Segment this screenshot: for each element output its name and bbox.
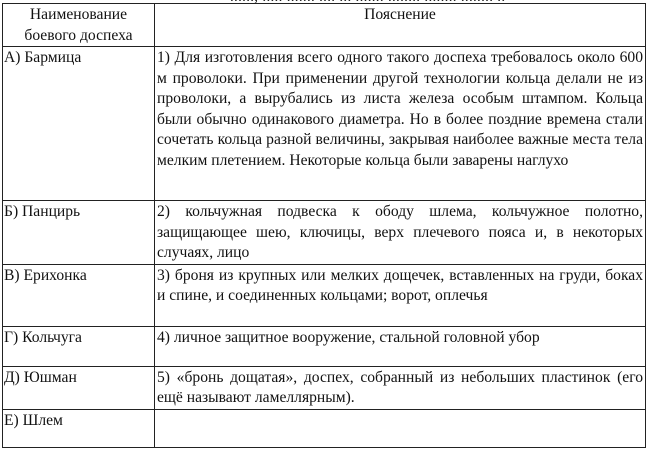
table-row: [3, 409, 646, 447]
armor-name-cell: Б) Панцирь: [3, 201, 155, 265]
table-header-row: [3, 4, 646, 47]
header-explanation: Пояснение: [155, 4, 646, 47]
header-armor-name-line1: Наименование: [29, 6, 128, 23]
explanation-cell: 4) личное защитное вооружение, стальной головной убор: [155, 326, 646, 366]
armor-matching-table: [2, 3, 646, 448]
armor-name-cell: Г) Кольчуга: [3, 326, 155, 366]
header-armor-name: [3, 4, 155, 47]
explanation-cell: 3) броня из крупных или мелких дощечек, вставленных на груди, боках и спине, и соединенных кольцами; ворот, оплечья: [155, 264, 646, 326]
armor-name-cell: Е) Шлем: [3, 409, 155, 447]
table-row: [3, 366, 646, 409]
armor-name-cell: А) Бармица: [3, 47, 155, 201]
table-row: [3, 47, 646, 201]
explanation-cell: 2) кольчужная подвеска к ободу шлема, кольчужное полотно, защищающее шею, ключицы, верх плечевого пояса и, в некоторых случаях, лицо: [155, 201, 646, 265]
explanation-cell: 1) Для изготовления всего одного такого доспеха требовалось около 600 м проволоки. При применении другой технологии кольца делали не из проволоки, а вырубались из листа железа особым штампом. Кольца были обычно одинакового диаметра. Но в более поздние времена стали сочетать кольца разной величины, закрывая наиболее важные места тела мелким плетением. Некоторые кольца были заварены наглухо: [155, 47, 646, 201]
table-row: [3, 326, 646, 366]
header-armor-name-line2: боевого доспеха: [24, 26, 133, 44]
table-row: [3, 201, 646, 265]
armor-name-cell: В) Ерихонка: [3, 264, 155, 326]
armor-name-cell: Д) Юшман: [3, 366, 155, 409]
explanation-cell: [155, 409, 646, 447]
table-row: [3, 264, 646, 326]
explanation-cell: 5) «бронь дощатая», доспех, собранный из небольших пластинок (его ещё называют ламеллярным).: [155, 366, 646, 409]
